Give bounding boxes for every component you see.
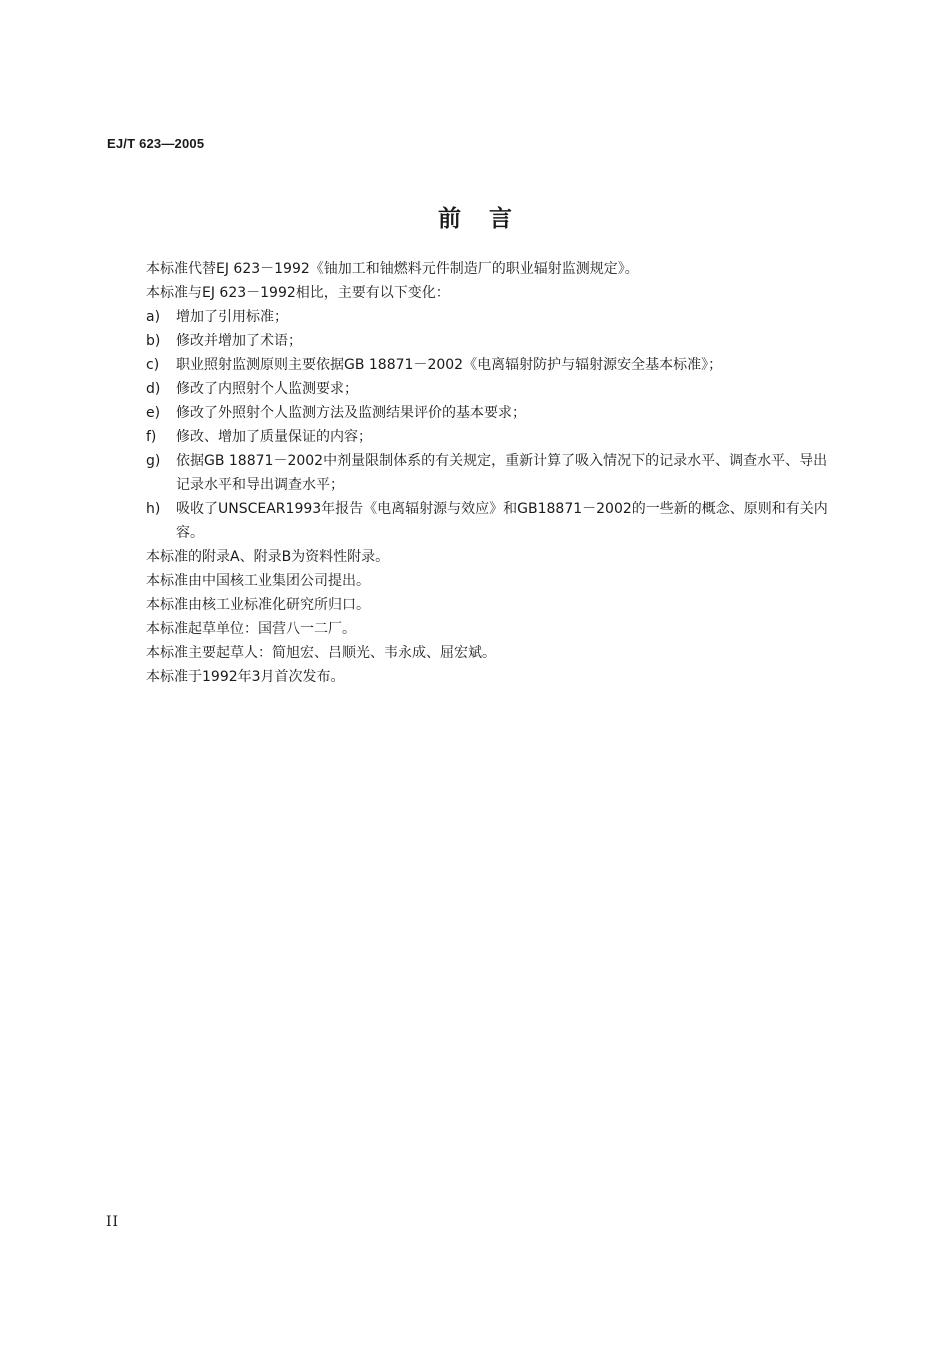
- list-item: [146, 401, 836, 425]
- closing-paragraph: 本标准由中国核工业集团公司提出。: [146, 573, 370, 589]
- list-item: [146, 449, 836, 497]
- list-marker: c): [146, 357, 160, 373]
- list-item-text: 职业照射监测原则主要依据GB 18871－2002《电离辐射防护与辐射源安全基本标准》；: [176, 357, 723, 373]
- list-item: [146, 329, 836, 353]
- list-item-text: 修改了外照射个人监测方法及监测结果评价的基本要求；: [176, 405, 526, 421]
- list-item: [146, 377, 836, 401]
- list-item-text: 修改了内照射个人监测要求；: [176, 381, 358, 397]
- closing-paragraph: 本标准起草单位：国营八一二厂。: [146, 621, 356, 637]
- list-marker: g): [146, 453, 161, 469]
- changes-list: [146, 305, 836, 545]
- page-number: II: [106, 1214, 120, 1230]
- list-marker: a): [146, 309, 161, 325]
- list-item: [146, 353, 836, 377]
- list-marker: e): [146, 405, 161, 421]
- list-item: [146, 305, 836, 329]
- intro-paragraph: 本标准代替EJ 623－1992《铀加工和铀燃料元件制造厂的职业辐射监测规定》。: [146, 261, 639, 277]
- foreword-body: [146, 257, 836, 689]
- list-marker: f): [146, 429, 157, 445]
- closing-paragraph: 本标准于1992年3月首次发布。: [146, 669, 345, 685]
- page-title: 前言: [438, 206, 540, 232]
- list-marker: d): [146, 381, 161, 397]
- standard-code: EJ/T 623—2005: [107, 136, 205, 151]
- list-item-text: 增加了引用标准；: [176, 309, 288, 325]
- list-marker: b): [146, 333, 161, 349]
- closing-paragraph: 本标准由核工业标准化研究所归口。: [146, 597, 370, 613]
- list-item: [146, 497, 836, 545]
- closing-paragraph: 本标准主要起草人：简旭宏、吕顺光、韦永成、屈宏斌。: [146, 645, 496, 661]
- list-item-text: 吸收了UNSCEAR1993年报告《电离辐射源与效应》和GB18871－2002的一些新的概念、原则和有关内容。: [176, 501, 828, 541]
- closing-paragraph: 本标准的附录A、附录B为资料性附录。: [146, 549, 390, 565]
- intro-paragraph: 本标准与EJ 623－1992相比，主要有以下变化：: [146, 285, 450, 301]
- list-item-text: 修改并增加了术语；: [176, 333, 302, 349]
- list-item: [146, 425, 836, 449]
- list-marker: h): [146, 501, 161, 517]
- list-item-text: 依据GB 18871－2002中剂量限制体系的有关规定，重新计算了吸入情况下的记录水平、调查水平、导出记录水平和导出调查水平；: [176, 453, 828, 493]
- list-item-text: 修改、增加了质量保证的内容；: [176, 429, 372, 445]
